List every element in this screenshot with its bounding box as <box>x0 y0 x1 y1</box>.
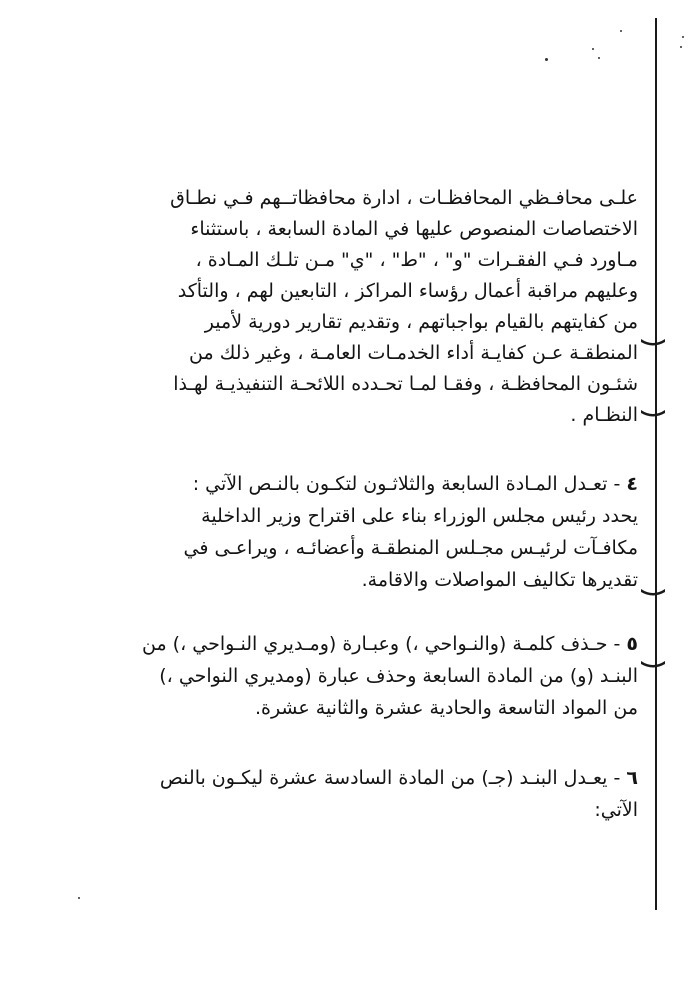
text-line: وعليهم مراقبة أعمال رؤساء المراكز ، التابعين لهم ، والتأكد <box>177 280 638 302</box>
margin-tick-mark <box>640 658 666 672</box>
scan-speck <box>620 30 622 32</box>
text-line: النظـام . <box>570 404 638 426</box>
scan-speck <box>545 58 548 61</box>
scan-speck <box>680 46 682 48</box>
text-line: علـى محافـظي المحافظـات ، ادارة محافظاتــهم فـي نطـاق <box>170 187 638 209</box>
margin-tick-mark <box>640 586 666 600</box>
margin-tick-mark <box>640 407 666 421</box>
amendment-item-6 <box>68 762 638 826</box>
item-number: ٦ <box>626 767 638 789</box>
item-number: ٥ <box>626 633 638 655</box>
scan-speck <box>682 36 684 38</box>
text-line: تقديرها تكاليف المواصلات والاقامة. <box>361 569 638 591</box>
margin-rule <box>655 18 657 910</box>
text-line: المنطقـة عـن كفايـة أداء الخدمـات العامـة ، وغير ذلك من <box>189 342 638 364</box>
text-line: شئـون المحافظـة ، وفقـا لمـا تحـدده اللائحـة التنفيذيـة لهـذا <box>173 373 638 395</box>
text-line: - حـذف كلمـة (والنـواحي ،) وعبـارة (ومـديري النـواحي ،) من <box>141 633 621 655</box>
amendment-item-5 <box>68 628 638 724</box>
text-line: يحدد رئيس مجلس الوزراء بناء على اقتراح وزير الداخلية <box>201 505 638 527</box>
text-line: الآتي: <box>594 799 638 821</box>
text-line: - تعـدل المـادة السابعة والثلاثـون لتكـون بالنـص الآتي : <box>192 473 621 495</box>
margin-tick-mark <box>640 336 666 350</box>
text-line: من كفايتهم بالقيام بواجباتهم ، وتقديم تقارير دورية لأمير <box>204 311 638 333</box>
continuation-paragraph <box>78 183 638 431</box>
scan-speck <box>598 57 600 59</box>
text-line: مكافـآت لرئيـس مجـلس المنطقـة وأعضائـه ، ويراعـى في <box>183 537 638 559</box>
text-line: من المواد التاسعة والحادية عشرة والثانية عشرة. <box>254 697 638 719</box>
amendment-item-4 <box>68 468 638 596</box>
text-line: - يعـدل البنـد (جـ) من المادة السادسة عشرة ليكـون بالنص <box>159 767 621 789</box>
item-first-line <box>68 468 638 500</box>
scan-speck <box>592 48 594 50</box>
item-first-line <box>68 762 638 794</box>
text-line: الاختصاصات المنصوص عليها في المادة السابعة ، باستثناء <box>190 218 638 240</box>
scan-speck <box>78 897 80 899</box>
item-first-line <box>68 628 638 660</box>
text-line: البنـد (و) من المادة السابعة وحذف عبارة (ومديري النواحي ،) <box>159 665 638 687</box>
item-number: ٤ <box>626 473 638 495</box>
text-line: مـاورد فـي الفقـرات "و" ، "ط" ، "ي" مـن تلـك المـادة ، <box>195 249 638 271</box>
